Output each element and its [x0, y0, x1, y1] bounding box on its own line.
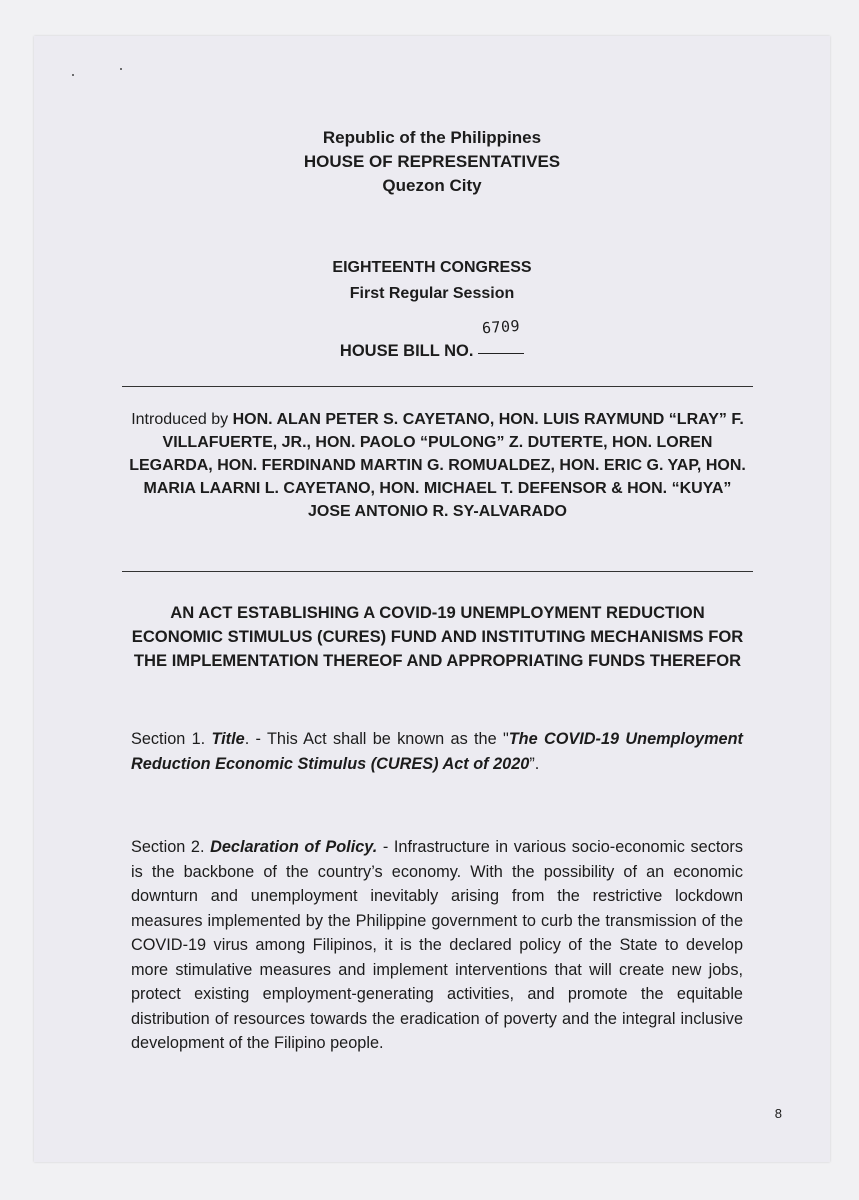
page-number: 8	[774, 1106, 782, 1121]
document-page	[34, 36, 830, 1162]
scan-speck	[120, 68, 122, 70]
authors-prefix: Introduced by	[131, 411, 229, 428]
act-short-title: The COVID-19 Unemployment Reduction Economic Stimulus (CURES) Act of 2020	[131, 730, 743, 773]
section-text: This Act shall be known as the "	[266, 730, 509, 748]
section-2	[131, 835, 743, 1056]
congress-name: EIGHTEENTH CONGRESS	[332, 259, 532, 276]
section-heading: Title	[211, 730, 245, 748]
section-text-end: ”.	[529, 754, 540, 773]
header-city: Quezon City	[382, 176, 482, 195]
bill-number-field	[478, 316, 524, 356]
section-number: Section 2.	[131, 838, 205, 856]
section-1	[131, 727, 743, 776]
divider-top	[122, 386, 753, 387]
bill-number: 6709	[481, 316, 521, 338]
authors-block	[122, 408, 753, 523]
section-heading: Declaration of Policy.	[210, 838, 378, 856]
act-title: AN ACT ESTABLISHING A COVID-19 UNEMPLOYMENT REDUCTION ECONOMIC STIMULUS (CURES) FUND AND INSTITUTING MECHANISMS FOR THE IMPLEMENTATION THEREOF AND APPROPRIATING FUNDS THEREFOR	[131, 603, 744, 670]
section-separator: . -	[244, 730, 267, 748]
header-country: Republic of the Philippines	[322, 128, 542, 147]
scan-speck	[72, 74, 74, 76]
section-number: Section 1.	[131, 730, 206, 748]
congress-block	[34, 255, 830, 307]
bill-label: HOUSE BILL NO.	[339, 342, 474, 360]
section-text: Infrastructure in various socio-economic sectors is the backbone of the country’s economy. With the possibility of an economic downturn and unemployment inevitably arising from the restrictive lockdown measures implemented by the Philippine government to curb the transmission of the COVID-19 virus among Filipinos, it is the declared policy of the State to develop more stimulative measures and implement interventions that will create new jobs, protect existing employment-generating activities, and promote the equitable distribution of resources towards the eradication of poverty and the integral inclusive development of the Filipino people.	[131, 838, 743, 1052]
congress-session: First Regular Session	[349, 285, 515, 302]
header-chamber: HOUSE OF REPRESENTATIVES	[303, 152, 561, 171]
divider-bottom	[122, 571, 753, 572]
authors-names: HON. ALAN PETER S. CAYETANO, HON. LUIS RAYMUND “LRAY” F. VILLAFUERTE, JR., HON. PAOLO “PULONG” Z. DUTERTE, HON. LOREN LEGARDA, HON. FERDINAND MARTIN G. ROMUALDEZ, HON. ERIC G. YAP, HON. MARIA LAARNI L. CAYETANO, HON. MICHAEL T. DEFENSOR & HON. “KUYA” JOSE ANTONIO R. SY-ALVARADO	[129, 411, 746, 520]
section-separator: -	[377, 838, 394, 856]
bill-number-line	[34, 316, 830, 361]
document-header	[34, 126, 830, 198]
